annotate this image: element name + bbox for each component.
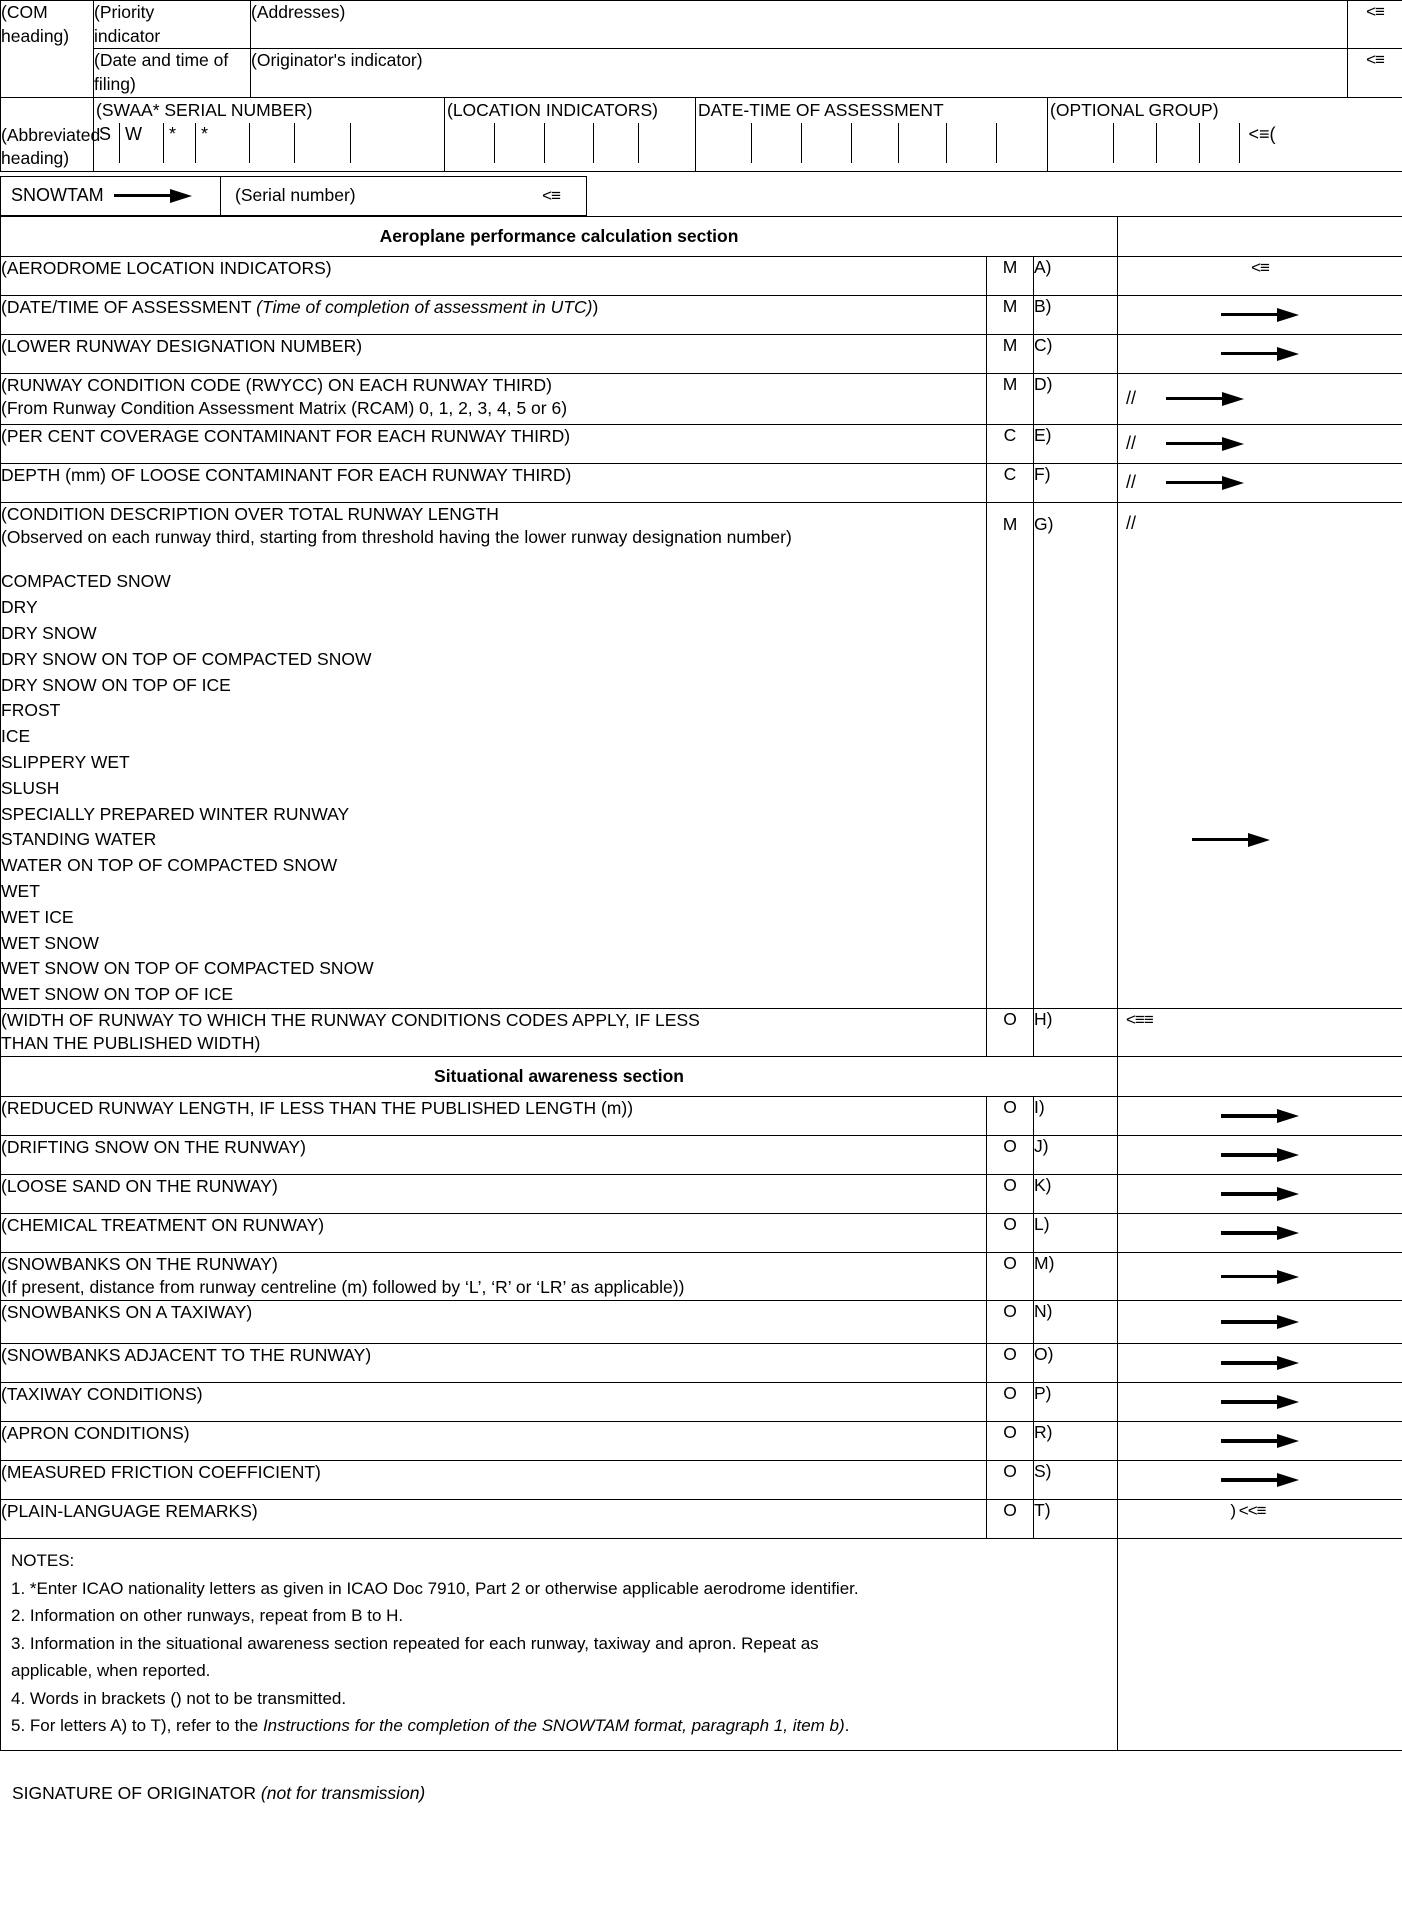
item-d-label-line2: (From Runway Condition Assessment Matrix (RCAM) 0, 1, 2, 3, 4, 5 or 6) xyxy=(1,398,568,419)
item-l-label: (CHEMICAL TREATMENT ON RUNWAY) xyxy=(1,1215,325,1236)
location-indicators-cell[interactable] xyxy=(445,97,696,171)
end-of-line-icon: <≡≡ xyxy=(1126,1010,1153,1030)
loc-box-2[interactable] xyxy=(495,123,545,163)
right-arrow-icon xyxy=(1221,1187,1299,1201)
table-row xyxy=(1,1301,1402,1344)
item-a-value-cell[interactable] xyxy=(1118,256,1402,295)
item-b-status: M xyxy=(987,295,1034,334)
item-e-letter: E) xyxy=(1034,424,1118,463)
item-p-description-cell xyxy=(1,1383,987,1422)
situational-section-title-cell xyxy=(1,1057,1118,1097)
loc-box-5[interactable] xyxy=(639,123,695,163)
performance-section-blank-cell xyxy=(1118,216,1402,256)
snowtam-items-table xyxy=(0,216,1402,1751)
char-box-w[interactable]: W xyxy=(120,123,164,163)
loc-box-4[interactable] xyxy=(594,123,639,163)
table-row xyxy=(1,1253,1402,1301)
list-item: DRY SNOW xyxy=(1,622,97,643)
item-d-value-cell[interactable] xyxy=(1118,373,1402,424)
right-arrow-icon xyxy=(1221,1395,1299,1409)
item-o-status: O xyxy=(987,1344,1034,1383)
dt-box-2[interactable] xyxy=(752,123,802,163)
right-arrow-icon xyxy=(1221,1473,1299,1487)
dt-box-1[interactable] xyxy=(696,123,752,163)
table-row xyxy=(1,1344,1402,1383)
date-time-assessment-cell[interactable] xyxy=(696,97,1048,171)
item-f-description-cell xyxy=(1,463,987,502)
item-b-label-tail: ) xyxy=(592,296,599,317)
item-k-label: (LOOSE SAND ON THE RUNWAY) xyxy=(1,1176,278,1197)
item-f-status: C xyxy=(987,463,1034,502)
list-item: WATER ON TOP OF COMPACTED SNOW xyxy=(1,855,338,876)
serial-number-label: (Serial number) xyxy=(235,185,356,206)
item-i-label: (REDUCED RUNWAY LENGTH, IF LESS THAN THE PUBLISHED LENGTH (m)) xyxy=(1,1098,634,1119)
item-j-value-cell[interactable] xyxy=(1118,1136,1402,1175)
item-i-letter: I) xyxy=(1034,1097,1118,1136)
right-arrow-icon xyxy=(1221,1356,1299,1370)
abbreviated-heading-label-cell xyxy=(1,97,101,171)
notes-cell xyxy=(1,1539,1118,1751)
item-o-letter: O) xyxy=(1034,1344,1118,1383)
item-i-value-cell[interactable] xyxy=(1118,1097,1402,1136)
item-l-value-cell[interactable] xyxy=(1118,1214,1402,1253)
item-t-description-cell xyxy=(1,1500,987,1539)
list-item: WET SNOW ON TOP OF COMPACTED SNOW xyxy=(1,958,374,979)
item-s-value-cell[interactable] xyxy=(1118,1461,1402,1500)
end-of-line-icon: <≡ xyxy=(1366,2,1384,21)
note-line-1: 1. *Enter ICAO nationality letters as given in ICAO Doc 7910, Part 2 or otherwise applicable aerodrome identifier. xyxy=(11,1578,859,1598)
item-d-slash: // xyxy=(1126,388,1137,409)
item-p-label: (TAXIWAY CONDITIONS) xyxy=(1,1384,203,1405)
snowtam-label: SNOWTAM xyxy=(11,185,104,206)
snowtam-serial-table xyxy=(0,176,1402,216)
item-r-letter: R) xyxy=(1034,1422,1118,1461)
item-l-status: O xyxy=(987,1214,1034,1253)
list-item: COMPACTED SNOW xyxy=(1,571,171,592)
date-time-assessment-title: DATE-TIME OF ASSESSMENT xyxy=(698,99,944,120)
item-p-value-cell[interactable] xyxy=(1118,1383,1402,1422)
item-c-label: (LOWER RUNWAY DESIGNATION NUMBER) xyxy=(1,335,363,356)
dt-box-7[interactable] xyxy=(997,123,1047,163)
item-m-label-line2: (If present, distance from runway centreline (m) followed by ‘L’, ‘R’ or ‘LR’ as applicable)) xyxy=(1,1277,685,1298)
notes-title: NOTES: xyxy=(11,1551,75,1571)
item-c-description-cell xyxy=(1,334,987,373)
priority-indicator-label: (Priority indicator xyxy=(94,2,161,46)
opt-box-3[interactable] xyxy=(1157,123,1200,163)
spacer xyxy=(1,549,986,569)
item-m-description-cell xyxy=(1,1253,987,1301)
right-arrow-icon xyxy=(1221,1109,1299,1123)
note-line-3-cont: applicable, when reported. xyxy=(11,1661,211,1681)
item-m-value-cell[interactable] xyxy=(1118,1253,1402,1301)
item-o-description-cell xyxy=(1,1344,987,1383)
originators-indicator-cell[interactable] xyxy=(251,49,1348,97)
right-arrow-icon xyxy=(1221,1226,1299,1240)
item-p-status: O xyxy=(987,1383,1034,1422)
situational-section-blank-cell xyxy=(1118,1057,1402,1097)
item-b-label-main: (DATE/TIME OF ASSESSMENT xyxy=(1,296,257,317)
item-o-label: (SNOWBANKS ADJACENT TO THE RUNWAY) xyxy=(1,1345,372,1366)
item-s-description-cell xyxy=(1,1461,987,1500)
signature-label: SIGNATURE OF ORIGINATOR xyxy=(12,1782,261,1803)
item-n-value-cell[interactable] xyxy=(1118,1301,1402,1344)
item-o-value-cell[interactable] xyxy=(1118,1344,1402,1383)
item-t-status: O xyxy=(987,1500,1034,1539)
abbreviated-heading-label: (Abbreviated heading) xyxy=(1,124,101,169)
table-row xyxy=(1,463,1402,502)
list-item: DRY SNOW ON TOP OF COMPACTED SNOW xyxy=(1,648,372,669)
char-box-s[interactable]: S xyxy=(94,123,120,163)
item-t-value-cell[interactable] xyxy=(1118,1500,1402,1539)
dt-box-3[interactable] xyxy=(802,123,852,163)
item-n-letter: N) xyxy=(1034,1301,1118,1344)
right-arrow-icon xyxy=(1221,308,1299,322)
list-item: WET SNOW ON TOP OF ICE xyxy=(1,984,234,1005)
list-item: WET SNOW xyxy=(1,932,99,953)
table-row xyxy=(1,334,1402,373)
date-time-assessment-boxes[interactable] xyxy=(696,123,1047,163)
notes-blank-cell xyxy=(1118,1539,1402,1751)
opt-box-1[interactable] xyxy=(1048,123,1114,163)
item-g-status: M xyxy=(987,502,1034,1008)
serial-number-cell[interactable] xyxy=(221,176,587,215)
item-k-letter: K) xyxy=(1034,1175,1118,1214)
item-d-status: M xyxy=(987,373,1034,424)
notes-block xyxy=(1,1539,1117,1750)
item-f-value-cell[interactable] xyxy=(1118,463,1402,502)
char-box-star-1[interactable]: * xyxy=(164,123,196,163)
com-heading-row-1 xyxy=(1,1,1402,49)
right-arrow-icon xyxy=(1192,833,1270,847)
item-n-status: O xyxy=(987,1301,1034,1344)
swaa-serial-number-cell[interactable] xyxy=(94,97,445,171)
optional-group-cell[interactable] xyxy=(1048,97,1402,171)
char-box-star-2[interactable]: * xyxy=(196,123,250,163)
right-arrow-icon xyxy=(1221,1315,1299,1329)
item-b-label-italic: (Time of completion of assessment in UTC) xyxy=(256,296,593,317)
date-time-filing-cell[interactable] xyxy=(94,49,251,97)
dt-box-5[interactable] xyxy=(899,123,947,163)
performance-section-title: Aeroplane performance calculation section xyxy=(379,225,739,246)
loc-box-3[interactable] xyxy=(545,123,595,163)
item-d-description-cell xyxy=(1,373,987,424)
list-item: SLIPPERY WET xyxy=(1,751,130,772)
right-arrow-icon xyxy=(1221,1270,1299,1284)
item-g-description-cell xyxy=(1,502,987,1008)
item-s-status: O xyxy=(987,1461,1034,1500)
signature-note: (not for transmission) xyxy=(260,1782,426,1803)
item-r-status: O xyxy=(987,1422,1034,1461)
item-n-label: (SNOWBANKS ON A TAXIWAY) xyxy=(1,1302,253,1323)
com-heading-label-cell xyxy=(1,1,94,98)
table-row xyxy=(1,1097,1402,1136)
item-h-description-cell xyxy=(1,1009,987,1057)
signature-line xyxy=(0,1751,1402,1804)
priority-indicator-cell[interactable] xyxy=(94,1,251,49)
item-e-status: C xyxy=(987,424,1034,463)
note-5-suffix: . xyxy=(844,1716,850,1736)
right-arrow-icon xyxy=(1221,1434,1299,1448)
item-j-description-cell xyxy=(1,1136,987,1175)
table-row xyxy=(1,424,1402,463)
optional-group-boxes[interactable] xyxy=(1048,123,1402,163)
opt-box-2[interactable] xyxy=(1114,123,1157,163)
item-h-label-line2: THAN THE PUBLISHED WIDTH) xyxy=(1,1033,261,1054)
item-a-description-cell xyxy=(1,256,987,295)
item-i-status: O xyxy=(987,1097,1034,1136)
item-g-letter: G) xyxy=(1034,502,1118,1008)
item-a-status: M xyxy=(987,256,1034,295)
list-item: DRY SNOW ON TOP OF ICE xyxy=(1,674,231,695)
item-e-label: (PER CENT COVERAGE CONTAMINANT FOR EACH RUNWAY THIRD) xyxy=(1,425,571,446)
note-5-italic: Instructions for the completion of the SNOWTAM format, paragraph 1, item b) xyxy=(262,1716,845,1736)
item-d-letter: D) xyxy=(1034,373,1118,424)
item-t-letter: T) xyxy=(1034,1500,1118,1539)
item-i-description-cell xyxy=(1,1097,987,1136)
abbrev-end-of-line-icon: <≡( xyxy=(1248,123,1276,144)
item-d-label: (RUNWAY CONDITION CODE (RWYCC) ON EACH RUNWAY THIRD) xyxy=(1,374,552,395)
item-g-value-cell[interactable] xyxy=(1118,502,1402,1008)
table-row xyxy=(1,1214,1402,1253)
note-5-prefix: 5. For letters A) to T), refer to the xyxy=(11,1716,263,1736)
item-e-slash: // xyxy=(1126,433,1137,454)
item-r-description-cell xyxy=(1,1422,987,1461)
list-item: ICE xyxy=(1,726,31,747)
list-item: DRY xyxy=(1,597,38,618)
item-m-label: (SNOWBANKS ON THE RUNWAY) xyxy=(1,1254,278,1275)
notes-row xyxy=(1,1539,1402,1751)
situational-section-header-row xyxy=(1,1057,1402,1097)
end-of-line-icon: <≡ xyxy=(1251,257,1269,277)
addresses-cell[interactable] xyxy=(251,1,1348,49)
item-j-status: O xyxy=(987,1136,1034,1175)
originators-indicator-label: (Originator's indicator) xyxy=(251,50,423,71)
item-c-status: M xyxy=(987,334,1034,373)
dt-box-6[interactable] xyxy=(947,123,997,163)
item-h-status: O xyxy=(987,1009,1034,1057)
item-f-letter: F) xyxy=(1034,463,1118,502)
item-j-letter: J) xyxy=(1034,1136,1118,1175)
item-m-letter: M) xyxy=(1034,1253,1118,1301)
item-r-label: (APRON CONDITIONS) xyxy=(1,1423,190,1444)
item-f-slash: // xyxy=(1126,472,1137,493)
item-k-description-cell xyxy=(1,1175,987,1214)
optional-group-title: (OPTIONAL GROUP) xyxy=(1050,99,1219,120)
com-eol-1-cell xyxy=(1348,1,1402,49)
right-arrow-icon xyxy=(1166,476,1244,490)
item-n-description-cell xyxy=(1,1301,987,1344)
item-t-label: (PLAIN-LANGUAGE REMARKS) xyxy=(1,1501,258,1522)
location-indicators-title: (LOCATION INDICATORS) xyxy=(447,99,658,120)
char-box-serial-3[interactable] xyxy=(351,123,439,163)
item-k-status: O xyxy=(987,1175,1034,1214)
char-box-serial-2[interactable] xyxy=(295,123,351,163)
right-arrow-icon xyxy=(1166,437,1244,451)
table-row xyxy=(1,295,1402,334)
item-b-letter: B) xyxy=(1034,295,1118,334)
item-p-letter: P) xyxy=(1034,1383,1118,1422)
table-row xyxy=(1,1461,1402,1500)
performance-section-header-row xyxy=(1,216,1402,256)
note-line-2: 2. Information on other runways, repeat from B to H. xyxy=(11,1606,404,1626)
item-l-letter: L) xyxy=(1034,1214,1118,1253)
swaa-serial-number-title: (SWAA* SERIAL NUMBER) xyxy=(96,99,313,120)
list-item: WET ICE xyxy=(1,906,74,927)
item-h-letter: H) xyxy=(1034,1009,1118,1057)
situational-section-title: Situational awareness section xyxy=(434,1066,684,1087)
table-row xyxy=(1,1009,1402,1057)
list-item: SPECIALLY PREPARED WINTER RUNWAY xyxy=(1,803,350,824)
heading-table xyxy=(0,0,1402,172)
right-arrow-icon xyxy=(114,189,192,203)
end-of-message-icon: ) <<≡ xyxy=(1230,1501,1266,1521)
right-arrow-icon xyxy=(1166,392,1244,406)
table-row xyxy=(1,1175,1402,1214)
list-item: SLUSH xyxy=(1,777,60,798)
item-f-label: DEPTH (mm) OF LOOSE CONTAMINANT FOR EACH RUNWAY THIRD) xyxy=(1,464,572,485)
table-row xyxy=(1,373,1402,424)
item-g-slash: // xyxy=(1126,512,1137,533)
right-arrow-icon xyxy=(1221,347,1299,361)
snowtam-label-cell xyxy=(1,176,221,215)
item-m-status: O xyxy=(987,1253,1034,1301)
note-line-3: 3. Information in the situational awareness section repeated for each runway, taxiway and apron. Repeat as xyxy=(11,1633,819,1653)
list-item: WET xyxy=(1,881,40,902)
note-line-4: 4. Words in brackets () not to be transmitted. xyxy=(11,1688,347,1708)
item-h-value-cell[interactable] xyxy=(1118,1009,1402,1057)
contaminant-list xyxy=(1,569,986,1008)
table-row xyxy=(1,502,1402,1008)
date-time-filing-label: (Date and time of filing) xyxy=(94,50,229,94)
item-s-letter: S) xyxy=(1034,1461,1118,1500)
char-box-serial-1[interactable] xyxy=(250,123,295,163)
table-row xyxy=(1,1500,1402,1539)
snowtam-serial-row xyxy=(1,176,1402,215)
item-r-value-cell[interactable] xyxy=(1118,1422,1402,1461)
table-row xyxy=(1,1422,1402,1461)
loc-box-1[interactable] xyxy=(445,123,495,163)
item-k-value-cell[interactable] xyxy=(1118,1175,1402,1214)
list-item: STANDING WATER xyxy=(1,829,157,850)
com-eol-2-cell xyxy=(1348,49,1402,97)
item-a-label: (AERODROME LOCATION INDICATORS) xyxy=(1,257,332,278)
item-e-description-cell xyxy=(1,424,987,463)
note-line-5 xyxy=(11,1712,1107,1740)
item-e-value-cell[interactable] xyxy=(1118,424,1402,463)
table-row xyxy=(1,1383,1402,1422)
table-row xyxy=(1,256,1402,295)
end-of-line-icon: <≡ xyxy=(1366,50,1384,70)
location-indicators-boxes[interactable] xyxy=(445,123,695,163)
abbreviated-heading-row xyxy=(1,97,1402,171)
list-item: FROST xyxy=(1,700,61,721)
end-of-line-icon: <≡ xyxy=(542,185,560,205)
right-arrow-icon xyxy=(1221,1148,1299,1162)
item-h-label: (WIDTH OF RUNWAY TO WHICH THE RUNWAY CONDITIONS CODES APPLY, IF LESS xyxy=(1,1010,700,1031)
item-j-label: (DRIFTING SNOW ON THE RUNWAY) xyxy=(1,1137,306,1158)
swaa-serial-number-boxes[interactable] xyxy=(94,123,444,163)
com-heading-row-2 xyxy=(1,49,1402,97)
item-g-label: (CONDITION DESCRIPTION OVER TOTAL RUNWAY LENGTH xyxy=(1,503,499,524)
item-c-value-cell[interactable] xyxy=(1118,334,1402,373)
item-c-letter: C) xyxy=(1034,334,1118,373)
dt-box-4[interactable] xyxy=(852,123,900,163)
item-s-label: (MEASURED FRICTION COEFFICIENT) xyxy=(1,1462,321,1483)
performance-section-title-cell xyxy=(1,216,1118,256)
item-b-description-cell xyxy=(1,295,987,334)
item-l-description-cell xyxy=(1,1214,987,1253)
item-b-label xyxy=(1,296,986,319)
table-row xyxy=(1,1136,1402,1175)
item-g-label-line2: (Observed on each runway third, starting from threshold having the lower runway designation number) xyxy=(1,527,792,548)
snowtam-row-empty-cell xyxy=(587,176,1402,215)
com-heading-label: (COM heading) xyxy=(1,2,70,46)
addresses-label: (Addresses) xyxy=(251,2,346,22)
item-a-letter: A) xyxy=(1034,256,1118,295)
item-b-value-cell[interactable] xyxy=(1118,295,1402,334)
opt-box-4[interactable] xyxy=(1200,123,1241,163)
